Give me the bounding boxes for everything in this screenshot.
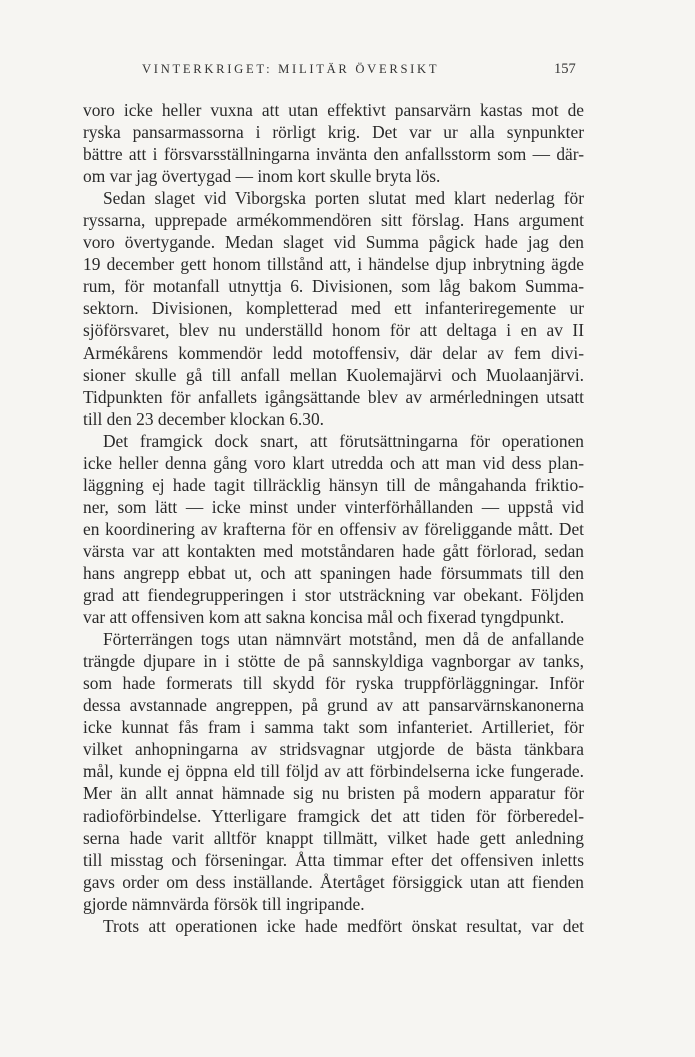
text-line: ryska pansarmassorna i rörligt krig. Det var ur alla synpunkter xyxy=(83,122,584,143)
text-line: var att offensiven kom att sakna koncisa mål och fixerad tyngdpunkt. xyxy=(83,607,565,628)
text-line: icke kunnat fås fram i samma takt som infanteriet. Artilleriet, för xyxy=(83,717,584,738)
text-line: som hade formerats till skydd för ryska truppförläggningar. Inför xyxy=(83,673,584,694)
text-line: till misstag och förseningar. Åtta timmar efter det offensiven inletts xyxy=(83,849,584,870)
running-head: VINTERKRIGET: MILITÄR ÖVERSIKT xyxy=(142,62,440,76)
text-line: gjorde nämnvärda försök till ingripande. xyxy=(83,893,365,914)
text-line: till den 23 december klockan 6.30. xyxy=(83,408,324,429)
text-line: gavs order om dess inställande. Återtåget försiggick utan att fienden xyxy=(83,871,584,892)
text-line: vilket anhopningarna av stridsvagnar utgjorde de bästa tänkbara xyxy=(83,739,584,760)
text-line: 19 december gett honom tillstånd att, i händelse djup inbrytning ägde xyxy=(83,254,584,275)
text-line: rum, för motanfall utnyttja 6. Divisionen, som låg bakom Summa- xyxy=(83,276,584,297)
text-line: Tidpunkten för anfallets igångsättande blev av armérledningen utsatt xyxy=(83,386,584,407)
page-number: 157 xyxy=(554,61,576,77)
text-line: trängde djupare in i stötte de på sannskyldiga vagnborgar av tanks, xyxy=(83,651,584,672)
text-line: dessa avstannade angreppen, på grund av att pansarvärnskanonerna xyxy=(83,695,584,716)
text-line: sioner skulle gå till anfall mellan Kuolemajärvi och Muolaanjärvi. xyxy=(83,364,584,385)
text-line: ner, som lätt — icke minst under vinterförhållanden — uppstå vid xyxy=(83,496,584,517)
text-line: Trots att operationen icke hade medfört önskat resultat, var det xyxy=(103,915,584,936)
text-line: Mer än allt annat hämnade sig nu bristen på modern apparatur för xyxy=(83,783,584,804)
text-line: läggning ej hade tagit tillräcklig hänsyn till de mångahanda friktio- xyxy=(83,474,584,495)
text-line: om var jag övertygad — inom kort skulle bryta lös. xyxy=(83,166,441,187)
text-line: icke heller denna gång voro klart utredda och att man vid dess plan- xyxy=(83,452,584,473)
text-line: Sedan slaget vid Viborgska porten slutat med klart nederlag för xyxy=(103,188,584,209)
text-line: serna hade varit alltför knappt tillmätt, vilket hade gett anledning xyxy=(83,827,584,848)
text-line: radioförbindelse. Ytterligare framgick det att tiden för förberedel- xyxy=(83,805,584,826)
text-line: Det framgick dock snart, att förutsättningarna för operationen xyxy=(103,430,584,451)
text-line: mål, kunde ej öppna eld till följd av att förbindelserna icke fungerade. xyxy=(83,761,584,782)
text-line: Förterrängen togs utan nämnvärt motstånd, men då de anfallande xyxy=(103,629,584,650)
text-line: ryssarna, upprepade armékommendören sitt förslag. Hans argument xyxy=(83,210,584,231)
text-line: hans angrepp ebbat ut, och att spaningen hade försummats till den xyxy=(83,562,584,583)
text-line: en koordinering av krafterna för en offensiv av föreliggande mått. Det xyxy=(83,518,584,539)
text-line: sjöförsvaret, blev nu underställd honom för att deltaga i en av II xyxy=(83,320,584,341)
text-line: voro icke heller vuxna att utan effektivt pansarvärn kastas mot de xyxy=(83,100,584,120)
text-line: grad att fiendegrupperingen i stor utsträckning var obekant. Följden xyxy=(83,585,584,606)
text-line: Armékårens kommendör ledd motoffensiv, där delar av fem divi- xyxy=(83,342,584,363)
body-text xyxy=(83,99,584,937)
text-line: sektorn. Divisionen, kompletterad med ett infanteriregemente ur xyxy=(83,298,584,319)
text-line: värsta var att kontakten med motståndaren hade gått förlorad, sedan xyxy=(83,540,584,561)
text-line: bättre att i försvarsställningarna invänta den anfallsstorm som — där- xyxy=(83,144,584,165)
text-line: voro övertygande. Medan slaget vid Summa pågick hade jag den xyxy=(83,232,584,253)
